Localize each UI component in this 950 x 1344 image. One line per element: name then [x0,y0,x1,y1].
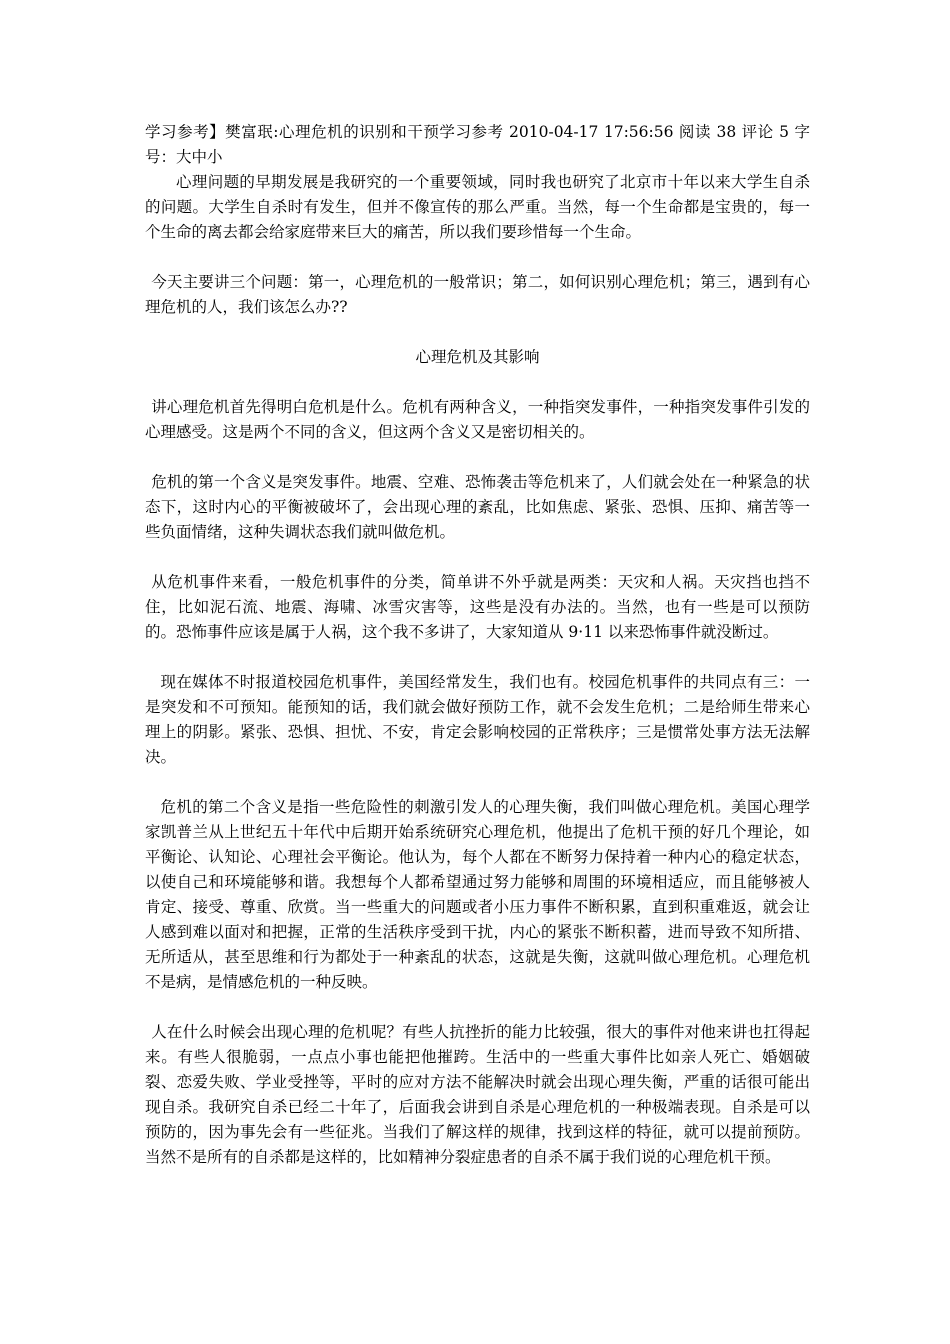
paragraph-campus-crisis: 现在媒体不时报道校园危机事件，美国经常发生，我们也有。校园危机事件的共同点有三：一是突发和不可预知。能预知的话，我们就会做好预防工作，就不会发生危机；二是给师生带来心理上的阴影。紧张、恐惧、担忧、不安，肯定会影响校园的正常秩序；三是惯常处事方法无法解决。 [145,673,810,766]
spacer [145,320,810,345]
spacer [145,370,810,395]
header-line: 学习参考】樊富珉:心理危机的识别和干预学习参考 2010-04-17 17:56:56 阅读 38 评论 5 字号：大中小 [145,123,810,166]
spacer [145,770,810,795]
spacer [145,645,810,670]
paragraph-when-crisis: 人在什么时候会出现心理的危机呢？有些人抗挫折的能力比较强，很大的事件对他来讲也扛得起来。有些人很脆弱，一点点小事也能把他摧跨。生活中的一些重大事件比如亲人死亡、婚姻破裂、恋爱失败、学业受挫等，平时的应对方法不能解决时就会出现心理失衡，严重的话很可能出现自杀。我研究自杀已经二十年了，后面我会讲到自杀是心理危机的一种极端表现。自杀是可以预防的，因为事先会有一些征兆。当我们了解这样的规律，找到这样的特征，就可以提前预防。当然不是所有的自杀都是这样的，比如精神分裂症患者的自杀不属于我们说的心理危机干预。 [145,1023,810,1166]
spacer [145,445,810,470]
section-heading: 心理危机及其影响 [415,348,540,366]
paragraph-first-meaning: 危机的第一个含义是突发事件。地震、空难、恐怖袭击等危机来了，人们就会处在一种紧急的状态下，这时内心的平衡被破坏了，会出现心理的紊乱，比如焦虑、紧张、恐惧、压抑、痛苦等一些负面情绪，这种失调状态我们就叫做危机。 [145,473,810,541]
paragraph-second-meaning: 危机的第二个含义是指一些危险性的刺激引发人的心理失衡，我们叫做心理危机。美国心理学家凯普兰从上世纪五十年代中后期开始系统研究心理危机，他提出了危机干预的好几个理论，如平衡论、认知论、心理社会平衡论。他认为，每个人都在不断努力保持着一种内心的稳定状态，以使自己和环境能够和谐。我想每个人都希望通过努力能够和周围的环境相适应，而且能够被人肯定、接受、尊重、欣赏。当一些重大的问题或者小压力事件不断积累，直到积重难返，就会让人感到难以面对和把握，正常的生活秩序受到干扰，内心的紧张不断积蓄，进而导致不知所措、无所适从，甚至思维和行为都处于一种紊乱的状态，这就是失衡，这就叫做心理危机。心理危机不是病，是情感危机的一种反映。 [145,798,810,991]
paragraph-crisis-types: 从危机事件来看，一般危机事件的分类，简单讲不外乎就是两类：天灾和人祸。天灾挡也挡不住，比如泥石流、地震、海啸、冰雪灾害等，这些是没有办法的。当然，也有一些是可以预防的。恐怖事件应该是属于人祸，这个我不多讲了，大家知道从 9·11 以来恐怖事件就没断过。 [145,573,810,641]
spacer [145,245,810,270]
document-body [145,120,810,1170]
paragraph-intro: 心理问题的早期发展是我研究的一个重要领域，同时我也研究了北京市十年以来大学生自杀的问题。大学生自杀时有发生，但并不像宣传的那么严重。当然，每一个生命都是宝贵的，每一个生命的离去都会给家庭带来巨大的痛苦，所以我们要珍惜每一个生命。 [145,173,810,241]
spacer [145,545,810,570]
spacer [145,995,810,1020]
paragraph-topics: 今天主要讲三个问题：第一，心理危机的一般常识；第二，如何识别心理危机；第三，遇到有心理危机的人，我们该怎么办?? [145,273,810,316]
paragraph-crisis-definition: 讲心理危机首先得明白危机是什么。危机有两种含义，一种指突发事件，一种指突发事件引发的心理感受。这是两个不同的含义，但这两个含义又是密切相关的。 [145,398,810,441]
